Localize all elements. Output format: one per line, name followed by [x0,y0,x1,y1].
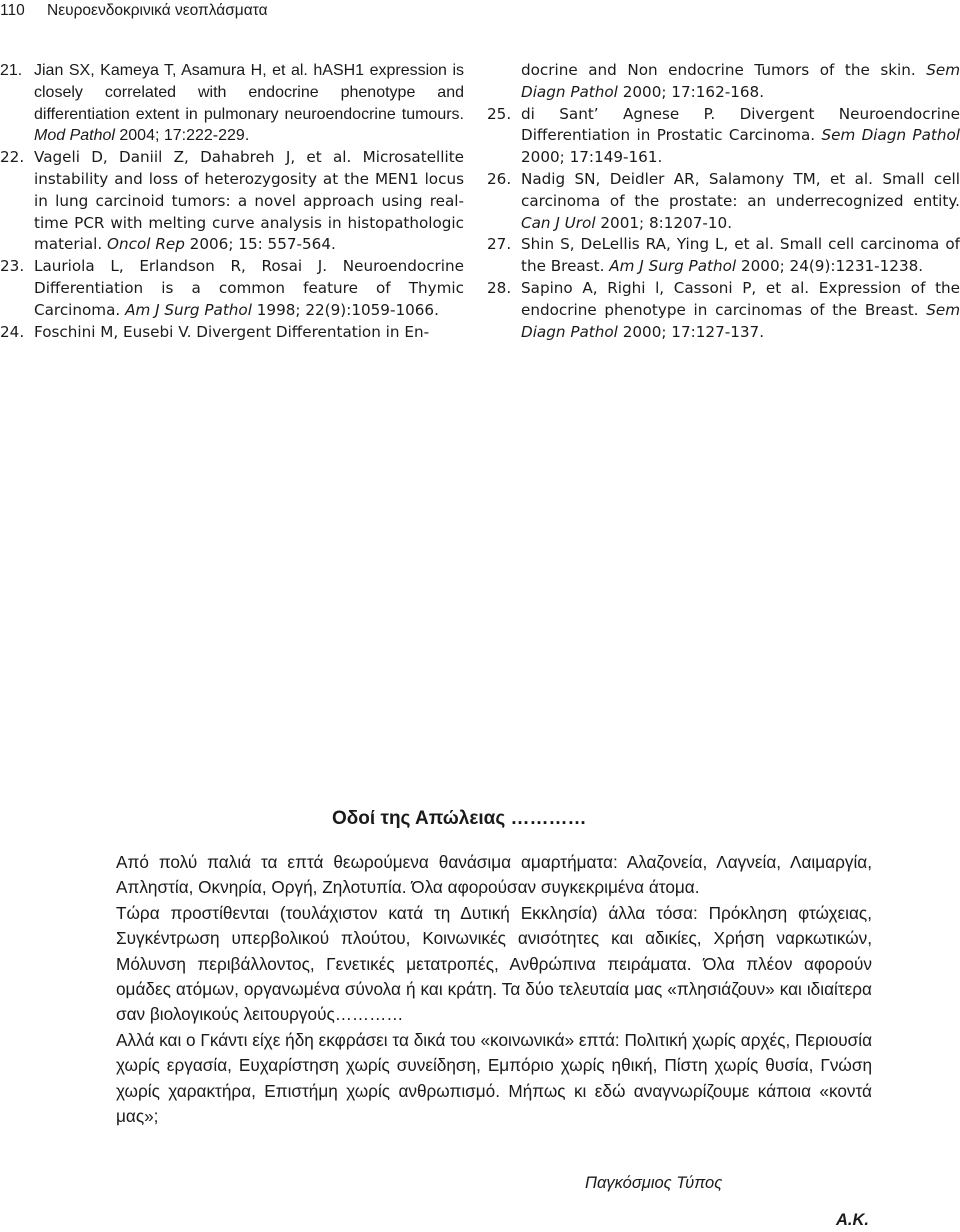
page-number: 110 [0,2,25,19]
essay-source: Παγκόσμιος Τύπος [585,1174,723,1192]
journal-name: Am J Surg Pathol [609,257,737,276]
running-header [0,2,268,20]
reference-text: docrine and Non endocrine Tumors of the skin. [521,61,927,79]
reference-item [0,147,464,256]
essay-paragraph: Αλλά και ο Γκάντι είχε ήδη εκφράσει τα δικά του «κοινωνικά» επτά: Πολιτική χωρίς αρχές, Περιουσία χωρίς εργασία, Ευχαρίστηση χωρίς συνείδηση, Εμπόριο χωρίς ηθική, Πίστη χωρίς θυσία, Γνώση χωρίς χαρακτήρα, Επιστήμη χωρίς ανθρωπισμό. Μήπως κι εδώ αναγνωρίζουμε κάποια «κοντά μας»; [116,1029,872,1127]
reference-text: di Sant’ Agnese P. Divergent Neuroendocrine Differentiation in Prostatic Carcinoma. [521,104,960,145]
reference-item [487,234,960,278]
reference-number: 25. [487,104,512,123]
reference-text: Nadig SN, Deidler AR, Salamony TM, et al. Small cell carcinoma of the prostate: an underrecognized entity. [521,169,960,210]
essay-box [116,808,872,1129]
running-title: Νευροενδοκρινικά νεοπλάσματα [47,2,268,19]
reference-citation: 2006; 15: 557-564. [184,235,336,254]
journal-name: Sem Diagn Pathol [521,300,960,341]
essay-author: Α.Κ. [836,1211,869,1229]
reference-text: Sapino A, Righi l, Cassoni P, et al. Expression of the endocrine phenotype in carcinomas of the Breast. [521,278,960,319]
journal-name: Sem Diagn Pathol [521,61,960,101]
essay-paragraph: Από πολύ παλιά τα επτά θεωρούμενα θανάσιμα αμαρτήματα: Αλαζονεία, Λαγνεία, Λαιμαργία, Απληστία, Οκνηρία, Οργή, Ζηλοτυπία. Όλα αφορούσαν συγκεκριμένα άτομα. [116,852,872,898]
reference-number: 26. [487,169,512,188]
journal-name: Sem Diagn Pathol [821,126,960,145]
reference-number: 21. [0,62,23,79]
reference-citation: 2001; 8:1207-10. [595,213,733,232]
reference-citation: 2000; 17:127-137. [617,322,765,341]
reference-text: Jian SX, Kameya T, Asamura H, et al. hASH1 expression is closely correlated with endocrine phenotype and differentiation extent in pulmonary neuroendocrine tumours. [34,62,464,123]
journal-name: Oncol Rep [107,235,185,254]
reference-citation: 2000; 17:149-161. [521,148,663,167]
essay-body [116,850,872,1129]
reference-number: 23. [0,257,25,276]
reference-text: Shin S, DeLellis RA, Ying L, et al. Small cell carcinoma of the Breast. [521,235,960,276]
reference-item [487,278,960,343]
reference-number: 28. [487,278,512,297]
reference-number: 22. [0,148,25,167]
reference-item [0,322,464,344]
reference-citation: 2000; 17:162-168. [617,82,765,101]
reference-citation: 2004; 17:222-229. [114,127,250,145]
reference-citation: 2000; 24(9):1231-1238. [736,257,924,276]
reference-item [0,60,464,147]
reference-number: 27. [487,235,512,254]
references-right-column [487,60,960,343]
reference-item [487,104,960,169]
essay-title: Οδοί της Απώλειας ………… [332,808,587,829]
reference-citation: 1998; 22(9):1059-1066. [251,300,439,319]
reference-item [487,169,960,234]
journal-name: Can J Urol [521,213,596,232]
journal-name: Mod Pathol [34,127,115,145]
reference-text: Foschini M, Eusebi V. Divergent Differentation in En- [34,322,430,341]
journal-name: Am J Surg Pathol [125,300,252,319]
reference-text: Lauriola L, Erlandson R, Rosai J. Neuroendocrine Differentiation is a common feature of Thymic Carcinoma. [34,257,464,319]
reference-item [0,256,464,321]
reference-text: Vageli D, Daniil Z, Dahabreh J, et al. Microsatellite instability and loss of heterozygosity at the MEN1 locus in lung carcinoid tumors: a novel approach using real-time PCR with melting curve analysis in histopathologic material. [34,148,464,254]
reference-number: 24. [0,322,25,341]
references-left-column [0,60,464,343]
reference-continuation [487,60,960,104]
essay-paragraph: Τώρα προστίθενται (τουλάχιστον κατά τη Δυτική Εκκλησία) άλλα τόσα: Πρόκληση φτώχειας, Συγκέντρωση υπερβολικού πλούτου, Κοινωνικές ανισότητες και αδικίες, Χρήση ναρκωτικών, Μόλυνση περιβάλλοντος, Γενετικές μετατροπές, Ανθρώπινα πειράματα. Όλα πλέον αφορούν ομάδες ατόμων, οργανωμένα σύνολα ή και κράτη. Τα δύο τελευταία μας «πλησιάζουν» και ιδιαίτερα σαν βιολογικούς λειτουργούς………… [116,902,872,1025]
